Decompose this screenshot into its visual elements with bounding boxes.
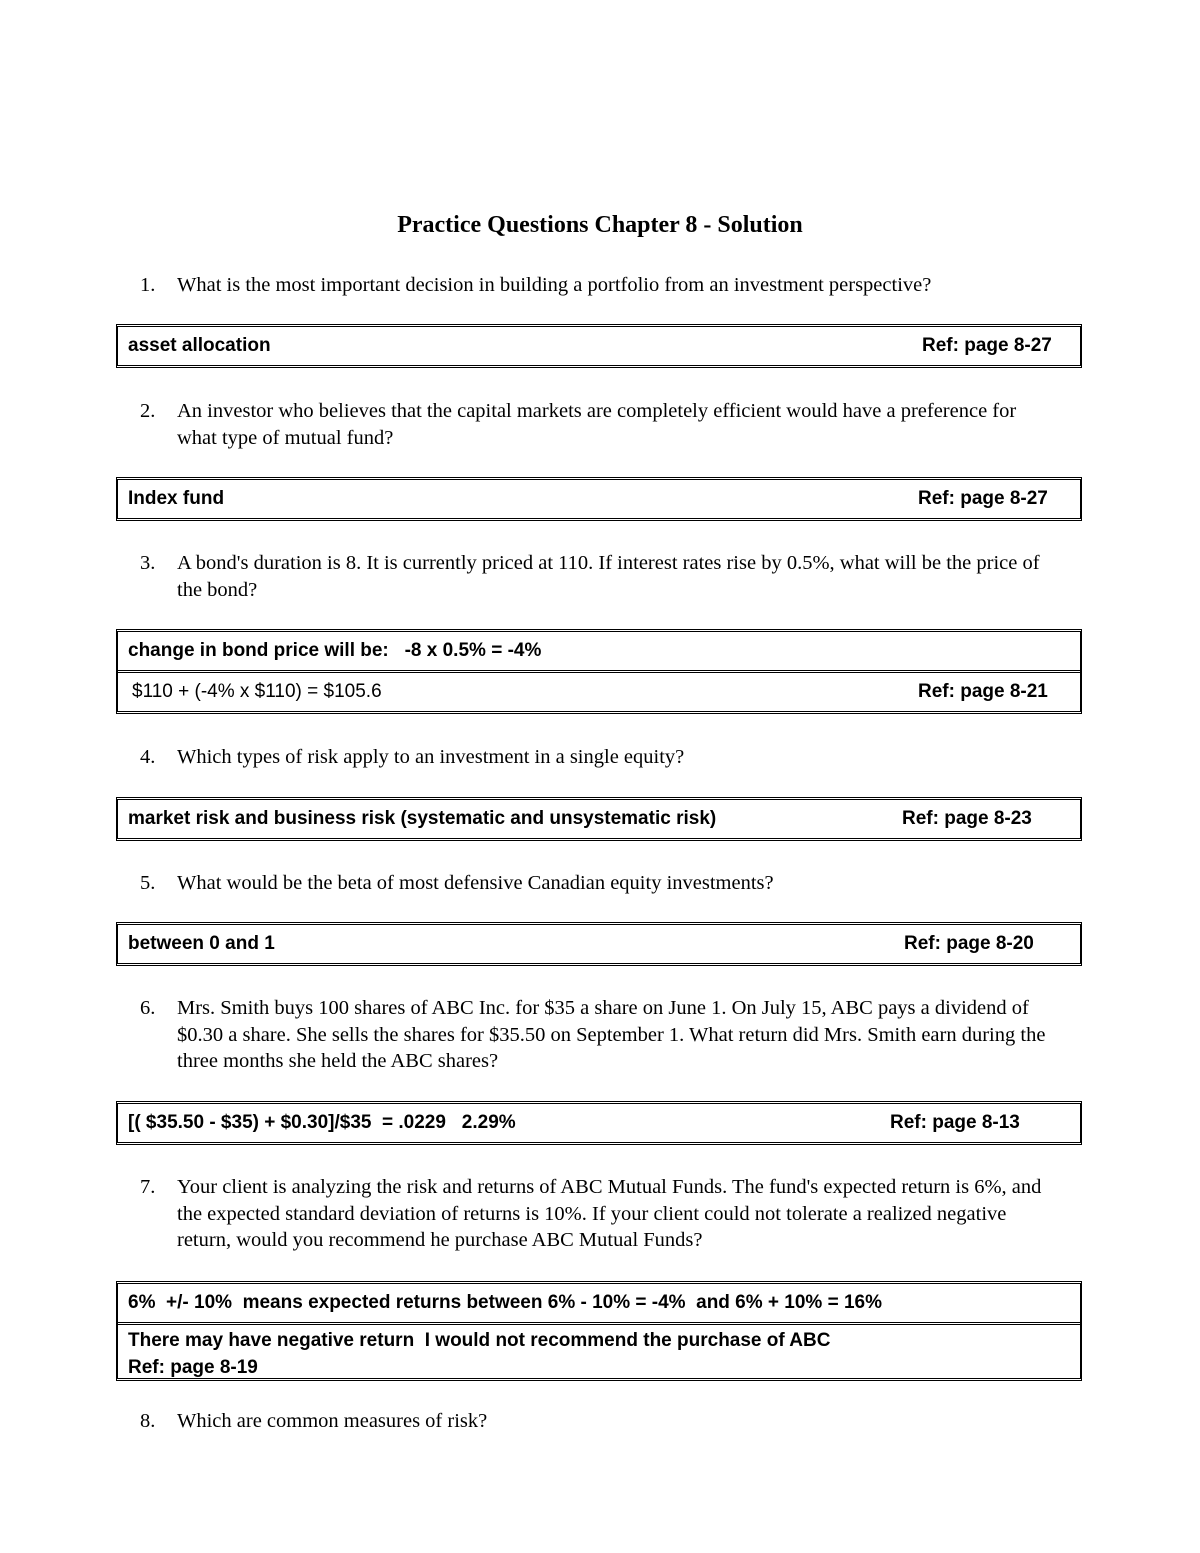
question-number: 6.: [140, 997, 156, 1019]
answer-calculation: $110 + (-4% x $110) = $105.6: [132, 681, 382, 702]
question-text: Which types of risk apply to an investment in a single equity?: [177, 746, 685, 768]
answer-box-4: [116, 797, 1082, 841]
question-number: 5.: [140, 872, 156, 894]
answer-ref: Ref: page 8-13: [890, 1112, 1020, 1133]
answer-ref: Ref: page 8-21: [918, 681, 1048, 702]
answer-ref: Ref: page 8-27: [918, 488, 1048, 509]
document-title: Practice Questions Chapter 8 - Solution: [397, 212, 803, 238]
answer-box-2: [116, 477, 1082, 521]
question-number: 2.: [140, 400, 156, 422]
answer-text: market risk and business risk (systematic and unsystematic risk): [128, 808, 717, 829]
answer-text: [( $35.50 - $35) + $0.30]/$35 = .0229 2.29%: [128, 1112, 516, 1133]
question-text: Your client is analyzing the risk and returns of ABC Mutual Funds. The fund's expected return is 6%, and the expected standard deviation of returns is 10%. If your client could not tolerate a realized negative return, would you recommend he purchase ABC Mutual Funds?: [177, 1176, 1042, 1251]
question-number: 7.: [140, 1176, 156, 1198]
question-text: What would be the beta of most defensive Canadian equity investments?: [177, 872, 774, 894]
answer-box-5: [116, 922, 1082, 966]
answer-conclusion: There may have negative return I would not recommend the purchase of ABC: [128, 1330, 831, 1351]
answer-box-7: [116, 1281, 1082, 1381]
question-number: 8.: [140, 1410, 156, 1432]
question-number: 4.: [140, 746, 156, 768]
answer-text: asset allocation: [128, 335, 271, 356]
question-number: 3.: [140, 552, 156, 574]
answer-text: 6% +/- 10% means expected returns between 6% - 10% = -4% and 6% + 10% = 16%: [128, 1292, 883, 1313]
question-text: Mrs. Smith buys 100 shares of ABC Inc. for $35 a share on June 1. On July 15, ABC pays a dividend of $0.30 a share. She sells the shares for $35.50 on September 1. What return did Mrs. Smith earn during the three months she held the ABC shares?: [177, 997, 1046, 1072]
answer-box-6: [116, 1101, 1082, 1145]
answer-ref: Ref: page 8-27: [922, 335, 1052, 356]
question-number: 1.: [140, 274, 156, 296]
answer-text: Index fund: [128, 488, 225, 509]
answer-ref: Ref: page 8-23: [902, 808, 1032, 829]
question-text: An investor who believes that the capital markets are completely efficient would have a preference for what type of mutual fund?: [177, 400, 1017, 449]
question-text: A bond's duration is 8. It is currently priced at 110. If interest rates rise by 0.5%, what will be the price of the bond?: [177, 552, 1040, 601]
answer-box-3: [116, 629, 1082, 714]
answer-text: between 0 and 1: [128, 933, 275, 954]
question-text: Which are common measures of risk?: [177, 1410, 488, 1432]
answer-text: change in bond price will be: -8 x 0.5% = -4%: [128, 640, 542, 661]
question-text: What is the most important decision in building a portfolio from an investment perspective?: [177, 274, 932, 296]
answer-ref: Ref: page 8-20: [904, 933, 1034, 954]
answer-box-1: [116, 324, 1082, 368]
answer-ref: Ref: page 8-19: [128, 1357, 258, 1378]
